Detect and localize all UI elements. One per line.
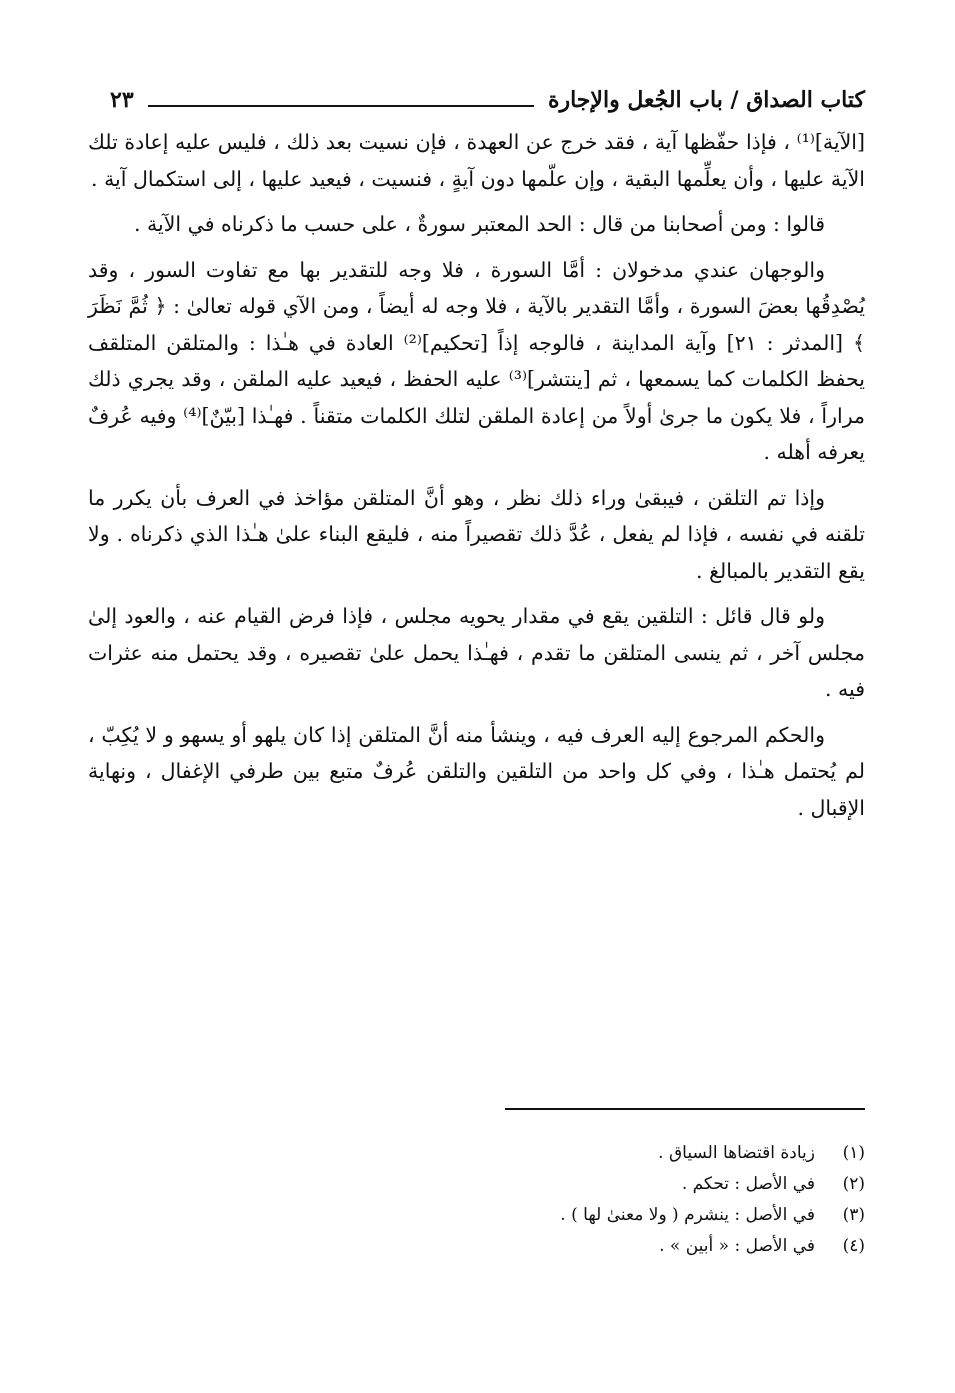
header-title: كتاب الصداق / باب الجُعل والإجارة	[547, 87, 865, 113]
paragraph: قالوا : ومن أصحابنا من قال : الحد المعتبر سورةٌ ، على حسب ما ذكرناه في الآية .	[133, 212, 825, 236]
book-page	[88, 0, 865, 1393]
page-number: ٢٣	[110, 87, 134, 113]
footnote-number: (٤)	[842, 1236, 865, 1256]
footnote-number: (٢)	[842, 1174, 865, 1194]
footnote	[88, 1231, 865, 1262]
running-header	[88, 80, 865, 120]
main-text	[88, 124, 865, 835]
header-rule	[148, 105, 534, 107]
footnote	[88, 1200, 865, 1231]
footnote-number: (١)	[842, 1143, 865, 1163]
footnote-divider	[505, 1108, 865, 1110]
paragraph: ولو قال قائل : التلقين يقع في مقدار يحويه مجلس ، فإذا فرض القيام عنه ، والعود إلىٰ مجلس آخر ، ثم ينسى المتلقن ما تقدم ، فهـٰذا يحمل علىٰ تقصيره ، وقد يحتمل منه عثرات فيه .	[88, 604, 865, 701]
footnote	[88, 1138, 865, 1169]
footnote-number: (٣)	[842, 1205, 865, 1225]
footnotes	[88, 1138, 865, 1262]
footnote-text: في الأصل : ينشرم ( ولا معنىٰ لها ) .	[560, 1205, 815, 1225]
paragraph: [الآية]⁽¹⁾ ، فإذا حفّظها آية ، فقد خرج عن العهدة ، فإن نسيت بعد ذلك ، فليس عليه إعادة تلك الآية عليها ، وأن يعلِّمها البقية ، وإن علّمها دون آيةٍ ، فنسيت ، فيعيد عليها ، إلى استكمال آية .	[88, 130, 865, 191]
paragraph: وإذا تم التلقن ، فيبقىٰ وراء ذلك نظر ، وهو أنَّ المتلقن مؤاخذ في العرف بأن يكرر ما تلقنه في نفسه ، فإذا لم يفعل ، عُدَّ ذلك تقصيراً منه ، فليقع البناء علىٰ هـٰذا الذي ذكرناه . ولا يقع التقدير بالمبالغ .	[88, 485, 865, 583]
footnote-text: في الأصل : تحكم .	[681, 1174, 815, 1194]
footnote-text: في الأصل : « أبين » .	[659, 1236, 815, 1256]
paragraph: والوجهان عندي مدخولان : أمَّا السورة ، فلا وجه للتقدير بها مع تفاوت السور ، وقد يُصْدِقُها بعضَ السورة ، وأمَّا التقدير بالآية ، فلا وجه له أيضاً ، ومن الآي قوله تعالىٰ : ﴿ ثُمَّ نَظَرَ ﴾ [المدثر : ٢١] وآية المداينة ، فالوجه إذاً [تحكيم]⁽²⁾ العادة في هـٰذا : والمتلقن المتلقف يحفظ الكلمات كما يسمعها ، ثم [ينتشر]⁽³⁾ عليه الحفظ ، فيعيد عليه الملقن ، وقد يجري ذلك مراراً ، فلا يكون ما جرىٰ أولاً من إعادة الملقن لتلك الكلمات متقناً . فهـٰذا [بيّنٌ]⁽⁴⁾ وفيه عُرفٌ يعرفه أهله .	[88, 257, 865, 464]
paragraph: والحكم المرجوع إليه العرف فيه ، وينشأ منه أنَّ المتلقن إذا كان يلهو أو يسهو و لا يُكِبّ ، لم يُحتمل هـٰذا ، وفي كل واحد من التلقين والتلقن عُرفٌ متبع بين طرفي الإغفال ، ونهاية الإقبال .	[88, 722, 865, 820]
footnote	[88, 1169, 865, 1200]
footnote-text: زيادة اقتضاها السياق .	[658, 1143, 815, 1163]
